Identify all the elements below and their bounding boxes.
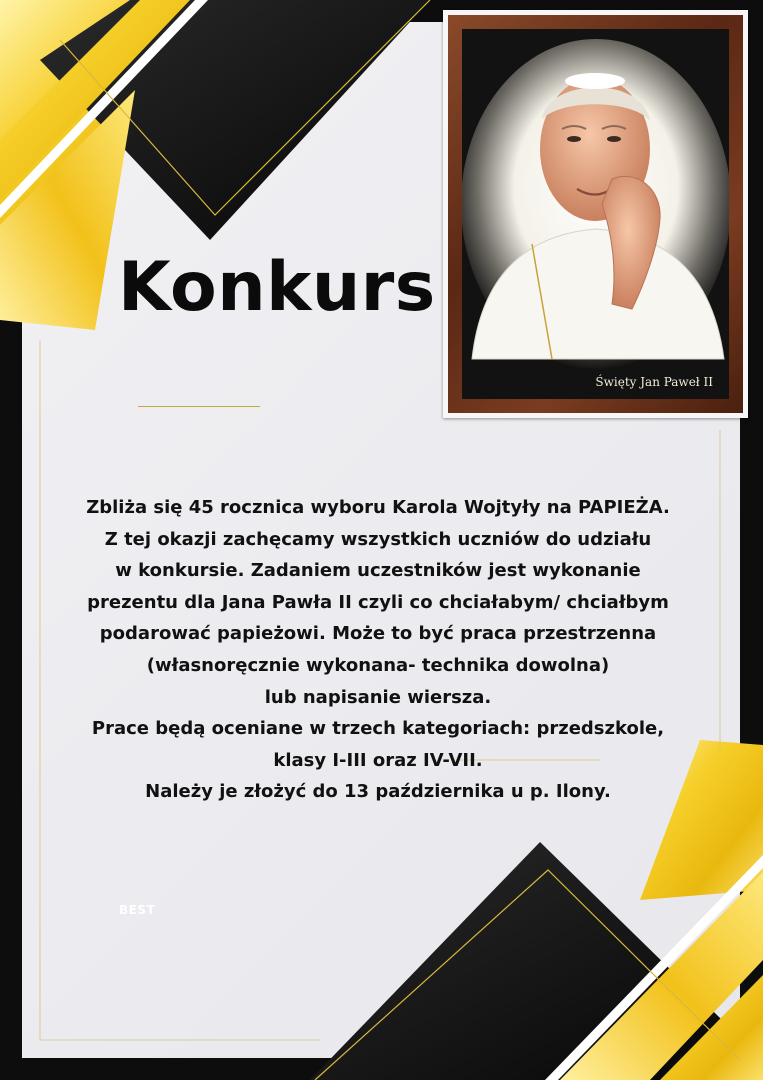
announcement-line: klasy I-III oraz IV-VII. [273,749,483,771]
announcement-line: (własnoręcznie wykonana- technika dowolna) [146,654,610,676]
portrait-frame [443,10,748,418]
announcement-line: Prace będą oceniane w trzech kategoriach: przedszkole, [91,718,665,740]
announcement-line: Zbliża się 45 rocznica wyboru Karola Wojtyły na PAPIEŻA. [86,497,670,518]
announcement-line: Należy je złożyć do 13 października u p. Ilony. [145,781,611,803]
announcement-line: podarować papieżowi. Może to być praca przestrzenna [99,623,657,645]
portrait-caption: Święty Jan Paweł II [595,375,713,389]
announcement-text [40,492,716,808]
poster-title: Konkurs [118,248,436,327]
brand-label: BEST [119,903,156,917]
portrait-frame-wood [448,15,743,413]
portrait-image [462,29,729,399]
announcement-line: w konkursie. Zadaniem uczestników jest wykonanie [115,560,641,582]
portrait-illustration [462,29,729,399]
announcement-line: lub napisanie wiersza. [264,686,492,708]
title-underline [138,406,260,407]
announcement-line: prezentu dla Jana Pawła II czyli co chciałabym/ chciałbym [87,591,669,613]
announcement-line: Z tej okazji zachęcamy wszystkich uczniów do udziału [104,528,652,550]
